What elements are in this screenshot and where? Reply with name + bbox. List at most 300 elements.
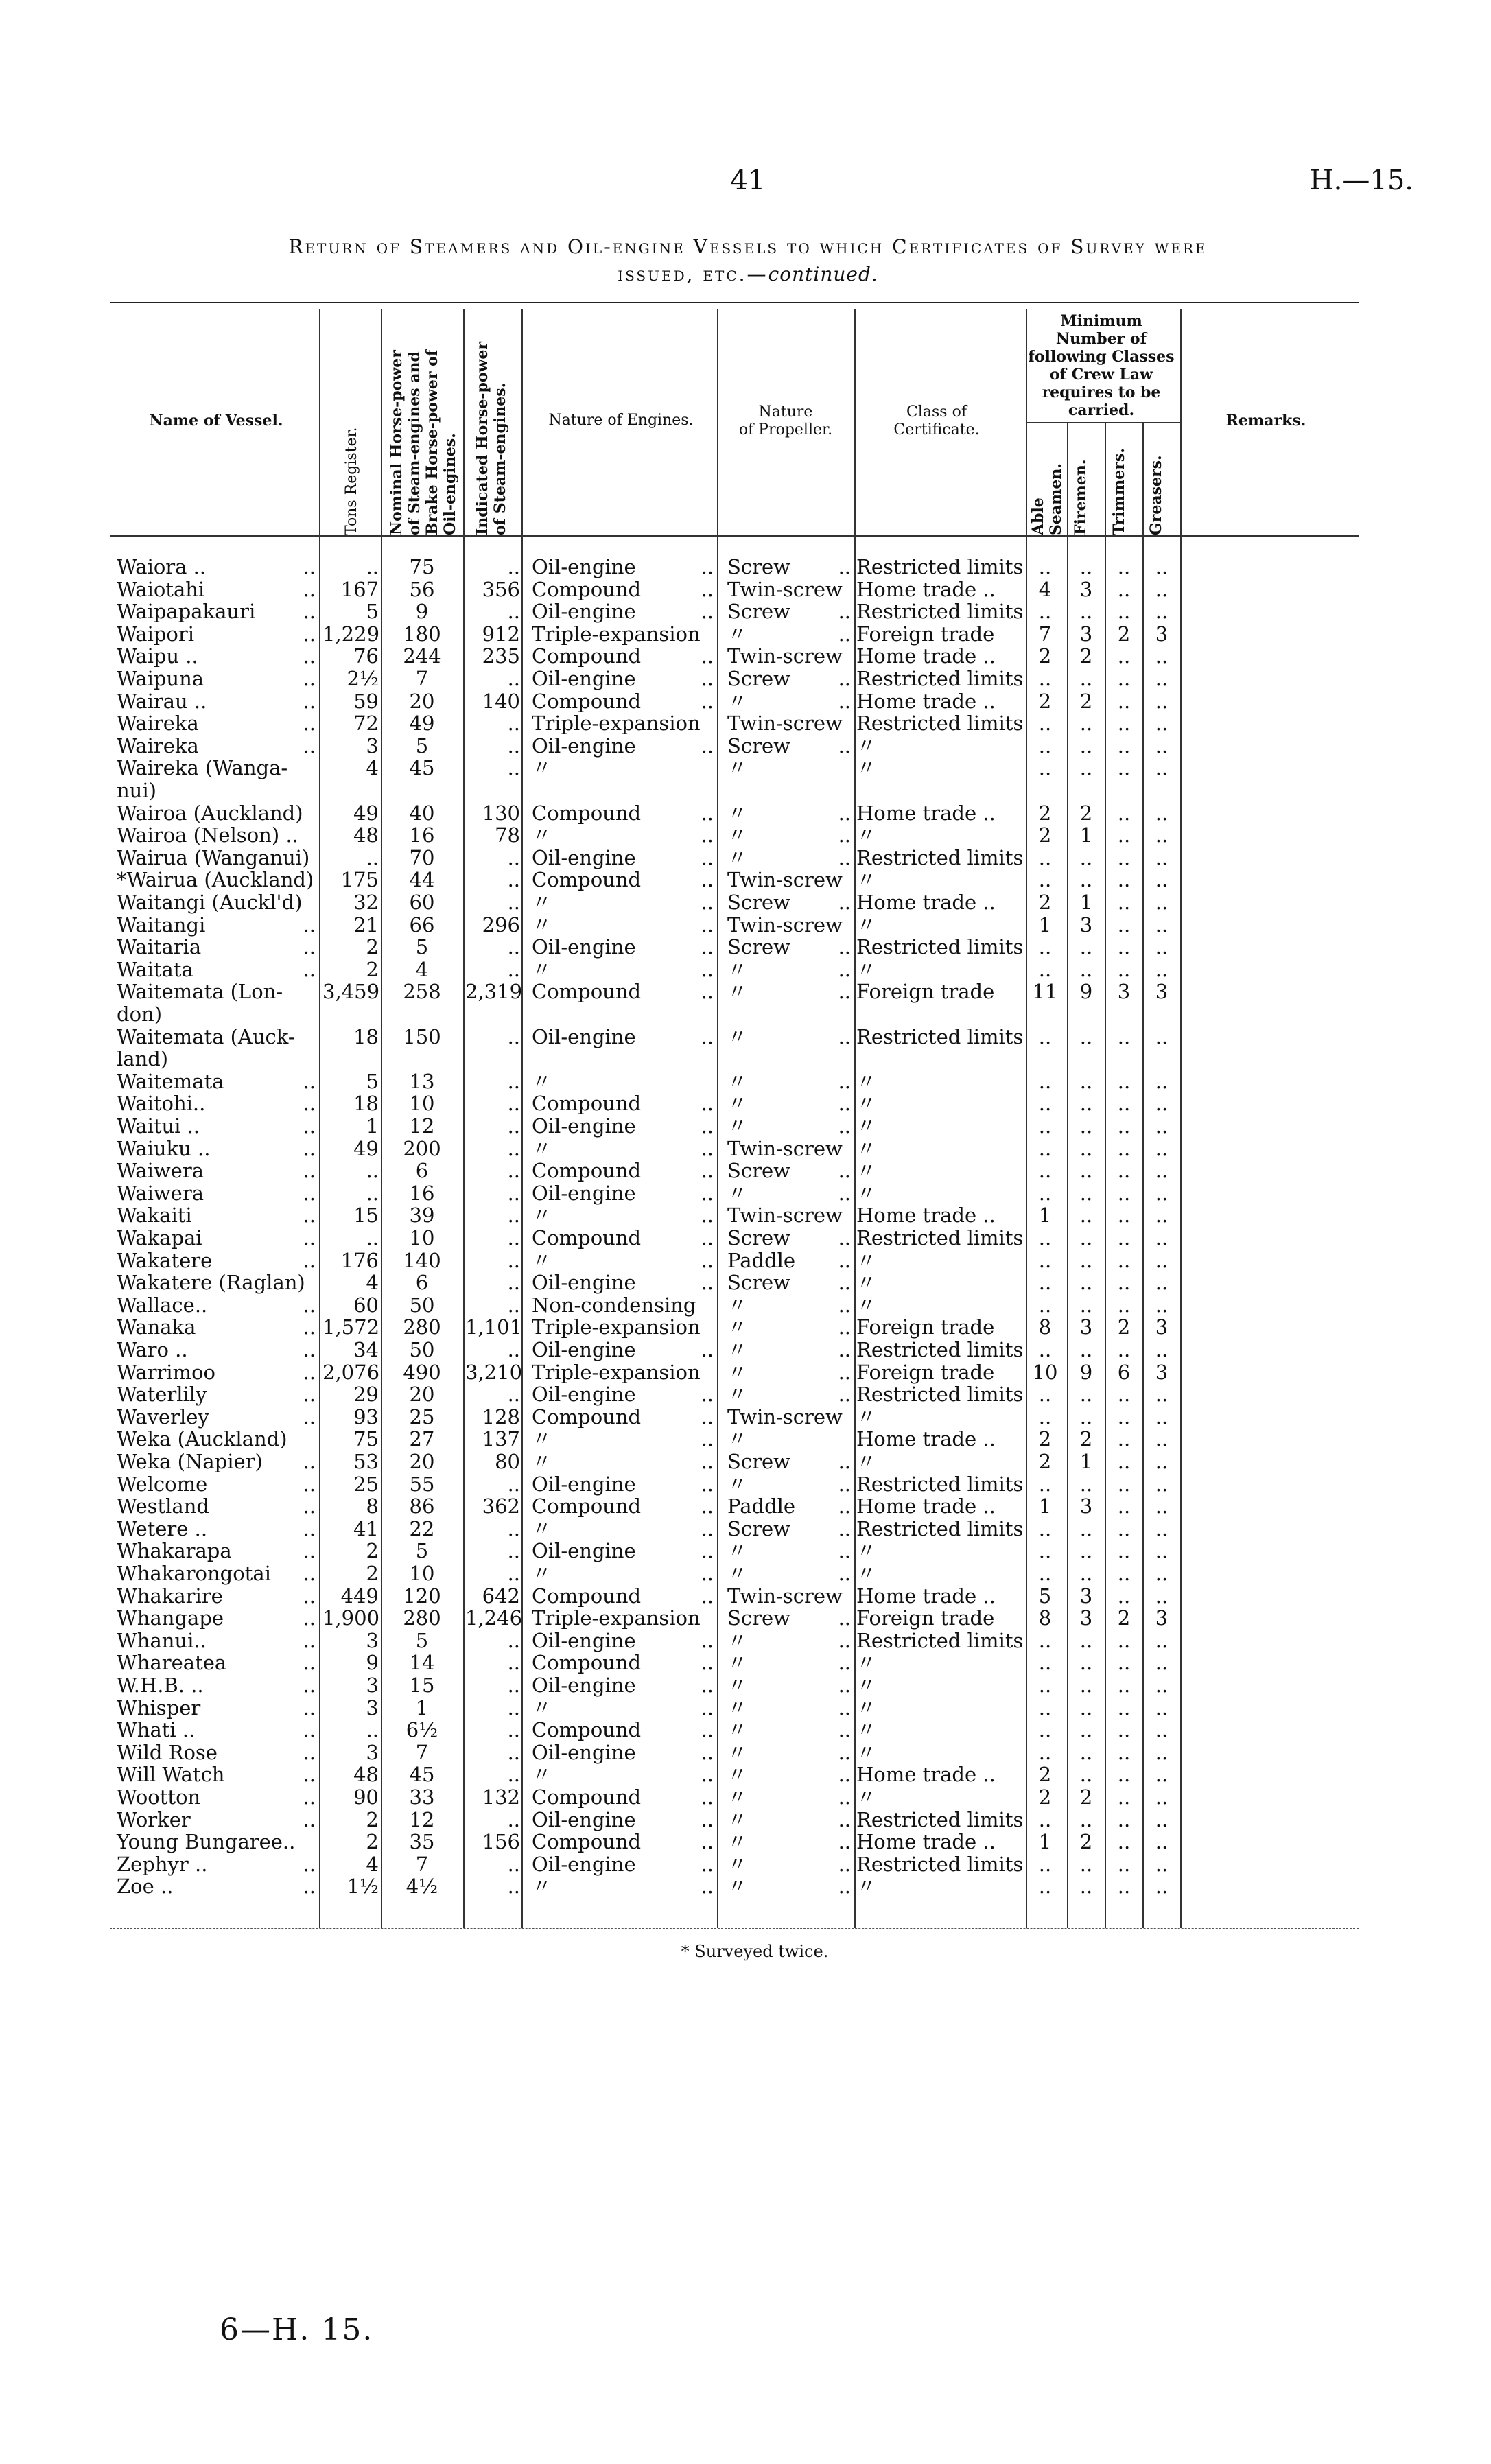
cell-cls: Foreign trade bbox=[856, 1315, 995, 1339]
cell-able: 2 bbox=[1038, 689, 1052, 713]
cell-prop: 〃 bbox=[727, 1069, 748, 1093]
cell-name: Weka (Auckland) bbox=[117, 1427, 287, 1451]
cell-nd: .. bbox=[303, 1159, 316, 1183]
cell-able: .. bbox=[1038, 1807, 1052, 1831]
cell-nom: 10 bbox=[409, 1092, 435, 1116]
cell-eng: 〃 bbox=[532, 1562, 552, 1585]
cell-ind: 912 bbox=[482, 622, 520, 646]
cell-nd: .. bbox=[303, 1785, 316, 1809]
cell-grea: .. bbox=[1155, 1181, 1169, 1205]
cell-eng: Oil-engine bbox=[532, 1114, 636, 1138]
table-row bbox=[117, 802, 1187, 825]
cell-tons: 49 bbox=[353, 801, 379, 825]
cell-grea: .. bbox=[1155, 689, 1169, 713]
document-reference: H.—15. bbox=[1309, 165, 1413, 196]
cell-pd: .. bbox=[838, 622, 851, 646]
cell-tons: 449 bbox=[340, 1584, 379, 1608]
cell-trim: .. bbox=[1117, 577, 1131, 601]
cell-cls: Home trade .. bbox=[856, 1204, 996, 1228]
cell-prop: Twin-screw bbox=[727, 1584, 843, 1608]
table-row bbox=[117, 735, 1187, 758]
header-trimmers: Trimmers. bbox=[1110, 448, 1128, 535]
cell-tons: .. bbox=[366, 1181, 379, 1205]
table-row bbox=[117, 1294, 1187, 1317]
cell-prop: Twin-screw bbox=[727, 913, 843, 937]
cell-trim: .. bbox=[1117, 1494, 1131, 1518]
table-row bbox=[117, 1182, 1187, 1205]
cell-pd: .. bbox=[838, 1315, 851, 1339]
cell-eng: Oil-engine bbox=[532, 600, 636, 624]
cell-able: .. bbox=[1038, 667, 1052, 690]
cell-prop: 〃 bbox=[727, 1696, 748, 1720]
cell-ind: .. bbox=[507, 1114, 520, 1138]
header-indicated-hp: Indicated Horse-power of Steam-engines. bbox=[473, 341, 509, 535]
cell-grea: .. bbox=[1155, 1674, 1169, 1697]
table-row bbox=[117, 1406, 1187, 1429]
cell-trim: .. bbox=[1117, 734, 1131, 758]
cell-nd: .. bbox=[303, 1562, 316, 1585]
cell-name: Wallace.. bbox=[117, 1293, 208, 1317]
cell-cls: Home trade .. bbox=[856, 577, 996, 601]
cell-trim: .. bbox=[1117, 1181, 1131, 1205]
cell-prop: Twin-screw bbox=[727, 1136, 843, 1160]
cell-fire: .. bbox=[1079, 600, 1093, 624]
cell-ind: .. bbox=[507, 1472, 520, 1496]
cell-eng: Oil-engine bbox=[532, 1024, 636, 1048]
cell-trim: .. bbox=[1117, 1740, 1131, 1764]
cell-name: Waitata bbox=[117, 957, 193, 981]
cell-eng: Compound bbox=[532, 801, 642, 825]
cell-cls: 〃 bbox=[856, 734, 877, 758]
cell-ind: 132 bbox=[482, 1785, 520, 1809]
cell-name: Zephyr .. bbox=[117, 1852, 208, 1876]
cell-ind: .. bbox=[507, 1875, 520, 1899]
cell-able: .. bbox=[1038, 935, 1052, 959]
cell-pd: .. bbox=[838, 823, 851, 847]
cell-ind: 1,101 bbox=[465, 1315, 523, 1339]
cell-cls: 〃 bbox=[856, 913, 877, 937]
cell-grea: .. bbox=[1155, 1136, 1169, 1160]
cell-nom: 45 bbox=[409, 1763, 435, 1787]
cell-fire: .. bbox=[1079, 935, 1093, 959]
cell-ed: .. bbox=[701, 1114, 714, 1138]
cell-eng: Compound bbox=[532, 1494, 642, 1518]
cell-grea: .. bbox=[1155, 1718, 1169, 1742]
cell-nom: 1 bbox=[415, 1696, 429, 1720]
cell-fire: .. bbox=[1079, 555, 1093, 578]
cell-name: Waiora .. bbox=[117, 555, 207, 578]
cell-trim: .. bbox=[1117, 891, 1131, 914]
cell-cls: Restricted limits bbox=[856, 1472, 1024, 1496]
cell-cls: 〃 bbox=[856, 868, 877, 892]
cell-name: *Wairua (Auckland) bbox=[117, 868, 314, 892]
table-row bbox=[117, 1697, 1187, 1720]
cell-prop: 〃 bbox=[727, 957, 748, 981]
cell-nom: 66 bbox=[409, 913, 435, 937]
cell-trim: .. bbox=[1117, 1248, 1131, 1272]
cell-able: .. bbox=[1038, 1136, 1052, 1160]
cell-tons: 76 bbox=[353, 644, 379, 668]
cell-ed: .. bbox=[701, 1271, 714, 1295]
cell-fire: 2 bbox=[1079, 801, 1093, 825]
cell-ed: .. bbox=[701, 1807, 714, 1831]
cell-grea: .. bbox=[1155, 1450, 1169, 1473]
cell-tons: 4 bbox=[366, 1852, 379, 1876]
cell-ind: .. bbox=[507, 555, 520, 578]
cell-trim: .. bbox=[1117, 957, 1131, 981]
table-row bbox=[117, 1115, 1187, 1138]
cell-name: Whakarongotai bbox=[117, 1562, 271, 1585]
cell-tons: 49 bbox=[353, 1136, 379, 1160]
cell-fire: .. bbox=[1079, 734, 1093, 758]
cell-pd: .. bbox=[838, 1807, 851, 1831]
cell-ind: 642 bbox=[482, 1584, 520, 1608]
cell-ind: .. bbox=[507, 1092, 520, 1116]
cell-trim: 6 bbox=[1117, 1360, 1131, 1384]
cell-nd: .. bbox=[303, 689, 316, 713]
cell-nom: 4½ bbox=[406, 1875, 438, 1899]
cell-eng: Oil-engine bbox=[532, 845, 636, 869]
cell-pd: .. bbox=[838, 1830, 851, 1854]
cell-fire: 3 bbox=[1079, 1494, 1093, 1518]
cell-cls: Restricted limits bbox=[856, 600, 1024, 624]
cell-name: Waiwera bbox=[117, 1159, 204, 1183]
cell-able: .. bbox=[1038, 1562, 1052, 1585]
cell-fire: .. bbox=[1079, 1718, 1093, 1742]
table-row bbox=[117, 1674, 1187, 1697]
cell-eng: Oil-engine bbox=[532, 1271, 636, 1295]
cell-nom: 27 bbox=[409, 1427, 435, 1451]
cell-trim: .. bbox=[1117, 1875, 1131, 1899]
cell-prop: 〃 bbox=[727, 845, 748, 869]
cell-prop: Paddle bbox=[727, 1494, 796, 1518]
cell-pd: .. bbox=[838, 1785, 851, 1809]
cell-prop: 〃 bbox=[727, 1539, 748, 1563]
cell-fire: .. bbox=[1079, 1875, 1093, 1899]
cell-tons: .. bbox=[366, 555, 379, 578]
cell-grea: .. bbox=[1155, 1875, 1169, 1899]
cell-pd: .. bbox=[838, 1539, 851, 1563]
cell-grea: .. bbox=[1155, 1159, 1169, 1183]
cell-grea: .. bbox=[1155, 1248, 1169, 1272]
cell-nd: .. bbox=[303, 1696, 316, 1720]
cell-ed: .. bbox=[701, 555, 714, 578]
cell-grea: .. bbox=[1155, 1092, 1169, 1116]
table-row bbox=[117, 1361, 1187, 1384]
cell-ed: .. bbox=[701, 913, 714, 937]
cell-tons: 3 bbox=[366, 1674, 379, 1697]
cell-trim: .. bbox=[1117, 1562, 1131, 1585]
cell-nd: .. bbox=[303, 734, 316, 758]
cell-grea: 3 bbox=[1155, 1606, 1169, 1630]
cell-nd: .. bbox=[303, 1651, 316, 1675]
cell-fire: 1 bbox=[1079, 1450, 1093, 1473]
cell-ind: .. bbox=[507, 1069, 520, 1093]
cell-ind: 296 bbox=[482, 913, 520, 937]
cell-eng: Oil-engine bbox=[532, 1807, 636, 1831]
cell-cls: Restricted limits bbox=[856, 667, 1024, 690]
cell-trim: .. bbox=[1117, 667, 1131, 690]
cell-cls: Restricted limits bbox=[856, 1383, 1024, 1407]
cell-prop: 〃 bbox=[727, 1293, 748, 1317]
cell-name: Waipuna bbox=[117, 667, 204, 690]
cell-cls: Home trade .. bbox=[856, 801, 996, 825]
cell-able: 1 bbox=[1038, 1830, 1052, 1854]
cell-ind: .. bbox=[507, 1248, 520, 1272]
cell-prop: Twin-screw bbox=[727, 644, 843, 668]
cell-nom: 40 bbox=[409, 801, 435, 825]
cell-fire: .. bbox=[1079, 1539, 1093, 1563]
cell-able: .. bbox=[1038, 1472, 1052, 1496]
cell-name: Waipori bbox=[117, 622, 195, 646]
cell-tons: 18 bbox=[353, 1024, 379, 1048]
cell-nd: .. bbox=[303, 1718, 316, 1742]
cell-prop: Screw bbox=[727, 734, 790, 758]
cell-ind: 80 bbox=[495, 1450, 520, 1473]
cell-fire: 2 bbox=[1079, 1830, 1093, 1854]
cell-trim: .. bbox=[1117, 1628, 1131, 1652]
cell-name: Waitohi.. bbox=[117, 1092, 206, 1116]
cell-tons: 3,459 bbox=[322, 980, 380, 1004]
cell-pd: .. bbox=[838, 891, 851, 914]
cell-fire: .. bbox=[1079, 756, 1093, 780]
page-number: 41 bbox=[730, 165, 766, 196]
cell-trim: .. bbox=[1117, 1136, 1131, 1160]
table-row bbox=[117, 1383, 1187, 1406]
cell-trim: .. bbox=[1117, 1539, 1131, 1563]
cell-eng: 〃 bbox=[532, 1248, 552, 1272]
cell-ind: .. bbox=[507, 1628, 520, 1652]
cell-eng: Compound bbox=[532, 577, 642, 601]
cell-cls: 〃 bbox=[856, 1114, 877, 1138]
cell-tons: 5 bbox=[366, 600, 379, 624]
cell-ed: .. bbox=[701, 1852, 714, 1876]
cell-nd: .. bbox=[303, 1204, 316, 1228]
cell-able: .. bbox=[1038, 1674, 1052, 1697]
cell-prop: 〃 bbox=[727, 1785, 748, 1809]
cell-cls: 〃 bbox=[856, 1785, 877, 1809]
table-row bbox=[117, 1809, 1187, 1831]
cell-name: Waiotahi bbox=[117, 577, 205, 601]
header-class: Class of Certificate. bbox=[893, 403, 980, 438]
cell-eng: 〃 bbox=[532, 913, 552, 937]
cell-nom: 12 bbox=[409, 1807, 435, 1831]
cell-able: 7 bbox=[1038, 622, 1052, 646]
cell-tons: 2 bbox=[366, 957, 379, 981]
cell-grea: .. bbox=[1155, 1114, 1169, 1138]
cell-cls: 〃 bbox=[856, 1248, 877, 1272]
cell-name: Wakatere (Raglan) bbox=[117, 1271, 305, 1295]
cell-eng: Non-condensing bbox=[532, 1293, 696, 1317]
cell-name: Wakatere bbox=[117, 1248, 213, 1272]
cell-nom: 35 bbox=[409, 1830, 435, 1854]
cell-ind: 78 bbox=[495, 823, 520, 847]
cell-able: .. bbox=[1038, 1293, 1052, 1317]
cell-name: Worker bbox=[117, 1807, 191, 1831]
cell-ed: .. bbox=[701, 1562, 714, 1585]
cell-ed: .. bbox=[701, 1763, 714, 1787]
cell-prop: 〃 bbox=[727, 1092, 748, 1116]
cell-nd: .. bbox=[303, 1606, 316, 1630]
cell-pd: .. bbox=[838, 1651, 851, 1675]
cell-nom: 244 bbox=[403, 644, 441, 668]
cell-name: Wakaiti bbox=[117, 1204, 192, 1228]
table-row bbox=[117, 712, 1187, 735]
cell-trim: .. bbox=[1117, 1830, 1131, 1854]
cell-grea: .. bbox=[1155, 734, 1169, 758]
title-line-2-italic: continued. bbox=[768, 263, 878, 285]
cell-trim: 2 bbox=[1117, 1606, 1131, 1630]
cell-prop: Paddle bbox=[727, 1248, 796, 1272]
cell-name: Waitangi (Auckl'd) bbox=[117, 891, 303, 914]
cell-name: Wairau .. bbox=[117, 689, 207, 713]
cell-ind: .. bbox=[507, 1674, 520, 1697]
page-title bbox=[103, 233, 1393, 288]
cell-prop: 〃 bbox=[727, 1830, 748, 1854]
cell-ind: .. bbox=[507, 1136, 520, 1160]
cell-nom: 6 bbox=[415, 1159, 429, 1183]
cell-ed: .. bbox=[701, 577, 714, 601]
header-tons: Tons Register. bbox=[343, 427, 360, 535]
cell-eng: Oil-engine bbox=[532, 1852, 636, 1876]
cell-grea: .. bbox=[1155, 1763, 1169, 1787]
cell-ed: .. bbox=[701, 1740, 714, 1764]
cell-ed: .. bbox=[701, 823, 714, 847]
cell-ind: 130 bbox=[482, 801, 520, 825]
cell-trim: .. bbox=[1117, 600, 1131, 624]
cell-able: 2 bbox=[1038, 823, 1052, 847]
cell-tons: 93 bbox=[353, 1405, 379, 1429]
cell-grea: .. bbox=[1155, 1472, 1169, 1496]
cell-ind: .. bbox=[507, 1204, 520, 1228]
cell-pd: .. bbox=[838, 1494, 851, 1518]
cell-able: 8 bbox=[1038, 1606, 1052, 1630]
cell-nom: 75 bbox=[409, 555, 435, 578]
cell-ed: .. bbox=[701, 734, 714, 758]
cell-name: Warrimoo bbox=[117, 1360, 215, 1384]
cell-cls: 〃 bbox=[856, 1136, 877, 1160]
cell-able: .. bbox=[1038, 1181, 1052, 1205]
cell-nom: 7 bbox=[415, 1852, 429, 1876]
cell-pd: .. bbox=[838, 845, 851, 869]
cell-cls: Home trade .. bbox=[856, 1763, 996, 1787]
footnote: * Surveyed twice. bbox=[681, 1942, 829, 1961]
cell-pd: .. bbox=[838, 555, 851, 578]
cell-fire: .. bbox=[1079, 712, 1093, 736]
cell-trim: .. bbox=[1117, 1271, 1131, 1295]
cell-tons: 34 bbox=[353, 1338, 379, 1361]
cell-eng: Compound bbox=[532, 1226, 642, 1249]
cell-fire: .. bbox=[1079, 957, 1093, 981]
header-crew-group: Minimum Number of following Classes of Crew Law requires to be carried. bbox=[1028, 312, 1175, 419]
cell-nd: .. bbox=[303, 667, 316, 690]
cell-name: Welcome bbox=[117, 1472, 208, 1496]
cell-ed: .. bbox=[701, 1651, 714, 1675]
cell-grea: .. bbox=[1155, 891, 1169, 914]
cell-fire: .. bbox=[1079, 1338, 1093, 1361]
cell-able: 4 bbox=[1038, 577, 1052, 601]
cell-cls: Restricted limits bbox=[856, 1024, 1024, 1048]
cell-prop: 〃 bbox=[727, 1852, 748, 1876]
cell-fire: 3 bbox=[1079, 1606, 1093, 1630]
cell-name: Waireka bbox=[117, 712, 199, 736]
cell-tons: 9 bbox=[366, 1651, 379, 1675]
cell-able: .. bbox=[1038, 868, 1052, 892]
cell-nd: .. bbox=[303, 1092, 316, 1116]
cell-trim: .. bbox=[1117, 712, 1131, 736]
cell-trim: .. bbox=[1117, 1696, 1131, 1720]
cell-name: Waipapakauri bbox=[117, 600, 256, 624]
cell-nom: 9 bbox=[415, 600, 429, 624]
cell-tons: 41 bbox=[353, 1516, 379, 1540]
cell-nom: 6½ bbox=[406, 1718, 438, 1742]
cell-eng: Triple-expansion bbox=[532, 622, 701, 646]
cell-name: Wootton bbox=[117, 1785, 201, 1809]
cell-prop: 〃 bbox=[727, 1628, 748, 1652]
cell-nom: 7 bbox=[415, 667, 429, 690]
table-row bbox=[117, 1607, 1187, 1630]
table-row bbox=[117, 1853, 1187, 1876]
cell-ed: .. bbox=[701, 1136, 714, 1160]
cell-nd: .. bbox=[303, 1740, 316, 1764]
cell-trim: .. bbox=[1117, 1293, 1131, 1317]
cell-grea: .. bbox=[1155, 1226, 1169, 1249]
cell-fire: 2 bbox=[1079, 644, 1093, 668]
table-row bbox=[117, 891, 1187, 914]
cell-pd: .. bbox=[838, 1606, 851, 1630]
cell-ind: 156 bbox=[482, 1830, 520, 1854]
cell-fire: .. bbox=[1079, 1226, 1093, 1249]
cell-tons: 1 bbox=[366, 1114, 379, 1138]
cell-tons: 2 bbox=[366, 1807, 379, 1831]
cell-cls: 〃 bbox=[856, 957, 877, 981]
cell-able: 1 bbox=[1038, 1204, 1052, 1228]
cell-pd: .. bbox=[838, 1360, 851, 1384]
cell-fire: .. bbox=[1079, 1852, 1093, 1876]
cell-ed: .. bbox=[701, 644, 714, 668]
cell-tons: 4 bbox=[366, 1271, 379, 1295]
cell-tons: 2 bbox=[366, 1539, 379, 1563]
cell-cls: Restricted limits bbox=[856, 1516, 1024, 1540]
cell-ed: .. bbox=[701, 1875, 714, 1899]
cell-cls: 〃 bbox=[856, 1740, 877, 1764]
cell-nom: 49 bbox=[409, 712, 435, 736]
cell-nom: 15 bbox=[409, 1674, 435, 1697]
cell-name: Waireka bbox=[117, 734, 199, 758]
cell-trim: .. bbox=[1117, 1584, 1131, 1608]
cell-grea: .. bbox=[1155, 1271, 1169, 1295]
cell-nd: .. bbox=[303, 1875, 316, 1899]
cell-nd: .. bbox=[303, 1539, 316, 1563]
cell-cls: Home trade .. bbox=[856, 891, 996, 914]
header-propeller: Nature of Propeller. bbox=[738, 403, 833, 438]
cell-nom: 150 bbox=[403, 1024, 441, 1048]
cell-able: .. bbox=[1038, 712, 1052, 736]
cell-tons: 90 bbox=[353, 1785, 379, 1809]
cell-trim: .. bbox=[1117, 756, 1131, 780]
cell-cls: 〃 bbox=[856, 1718, 877, 1742]
cell-eng: Compound bbox=[532, 1718, 642, 1742]
cell-nom: 20 bbox=[409, 1383, 435, 1407]
cell-cls: 〃 bbox=[856, 1651, 877, 1675]
title-line-2 bbox=[103, 261, 1393, 288]
cell-grea: .. bbox=[1155, 1628, 1169, 1652]
cell-ind: .. bbox=[507, 957, 520, 981]
cell-tons: 60 bbox=[353, 1293, 379, 1317]
cell-ind: .. bbox=[507, 667, 520, 690]
cell-nom: 140 bbox=[403, 1248, 441, 1272]
cell-trim: .. bbox=[1117, 1472, 1131, 1496]
